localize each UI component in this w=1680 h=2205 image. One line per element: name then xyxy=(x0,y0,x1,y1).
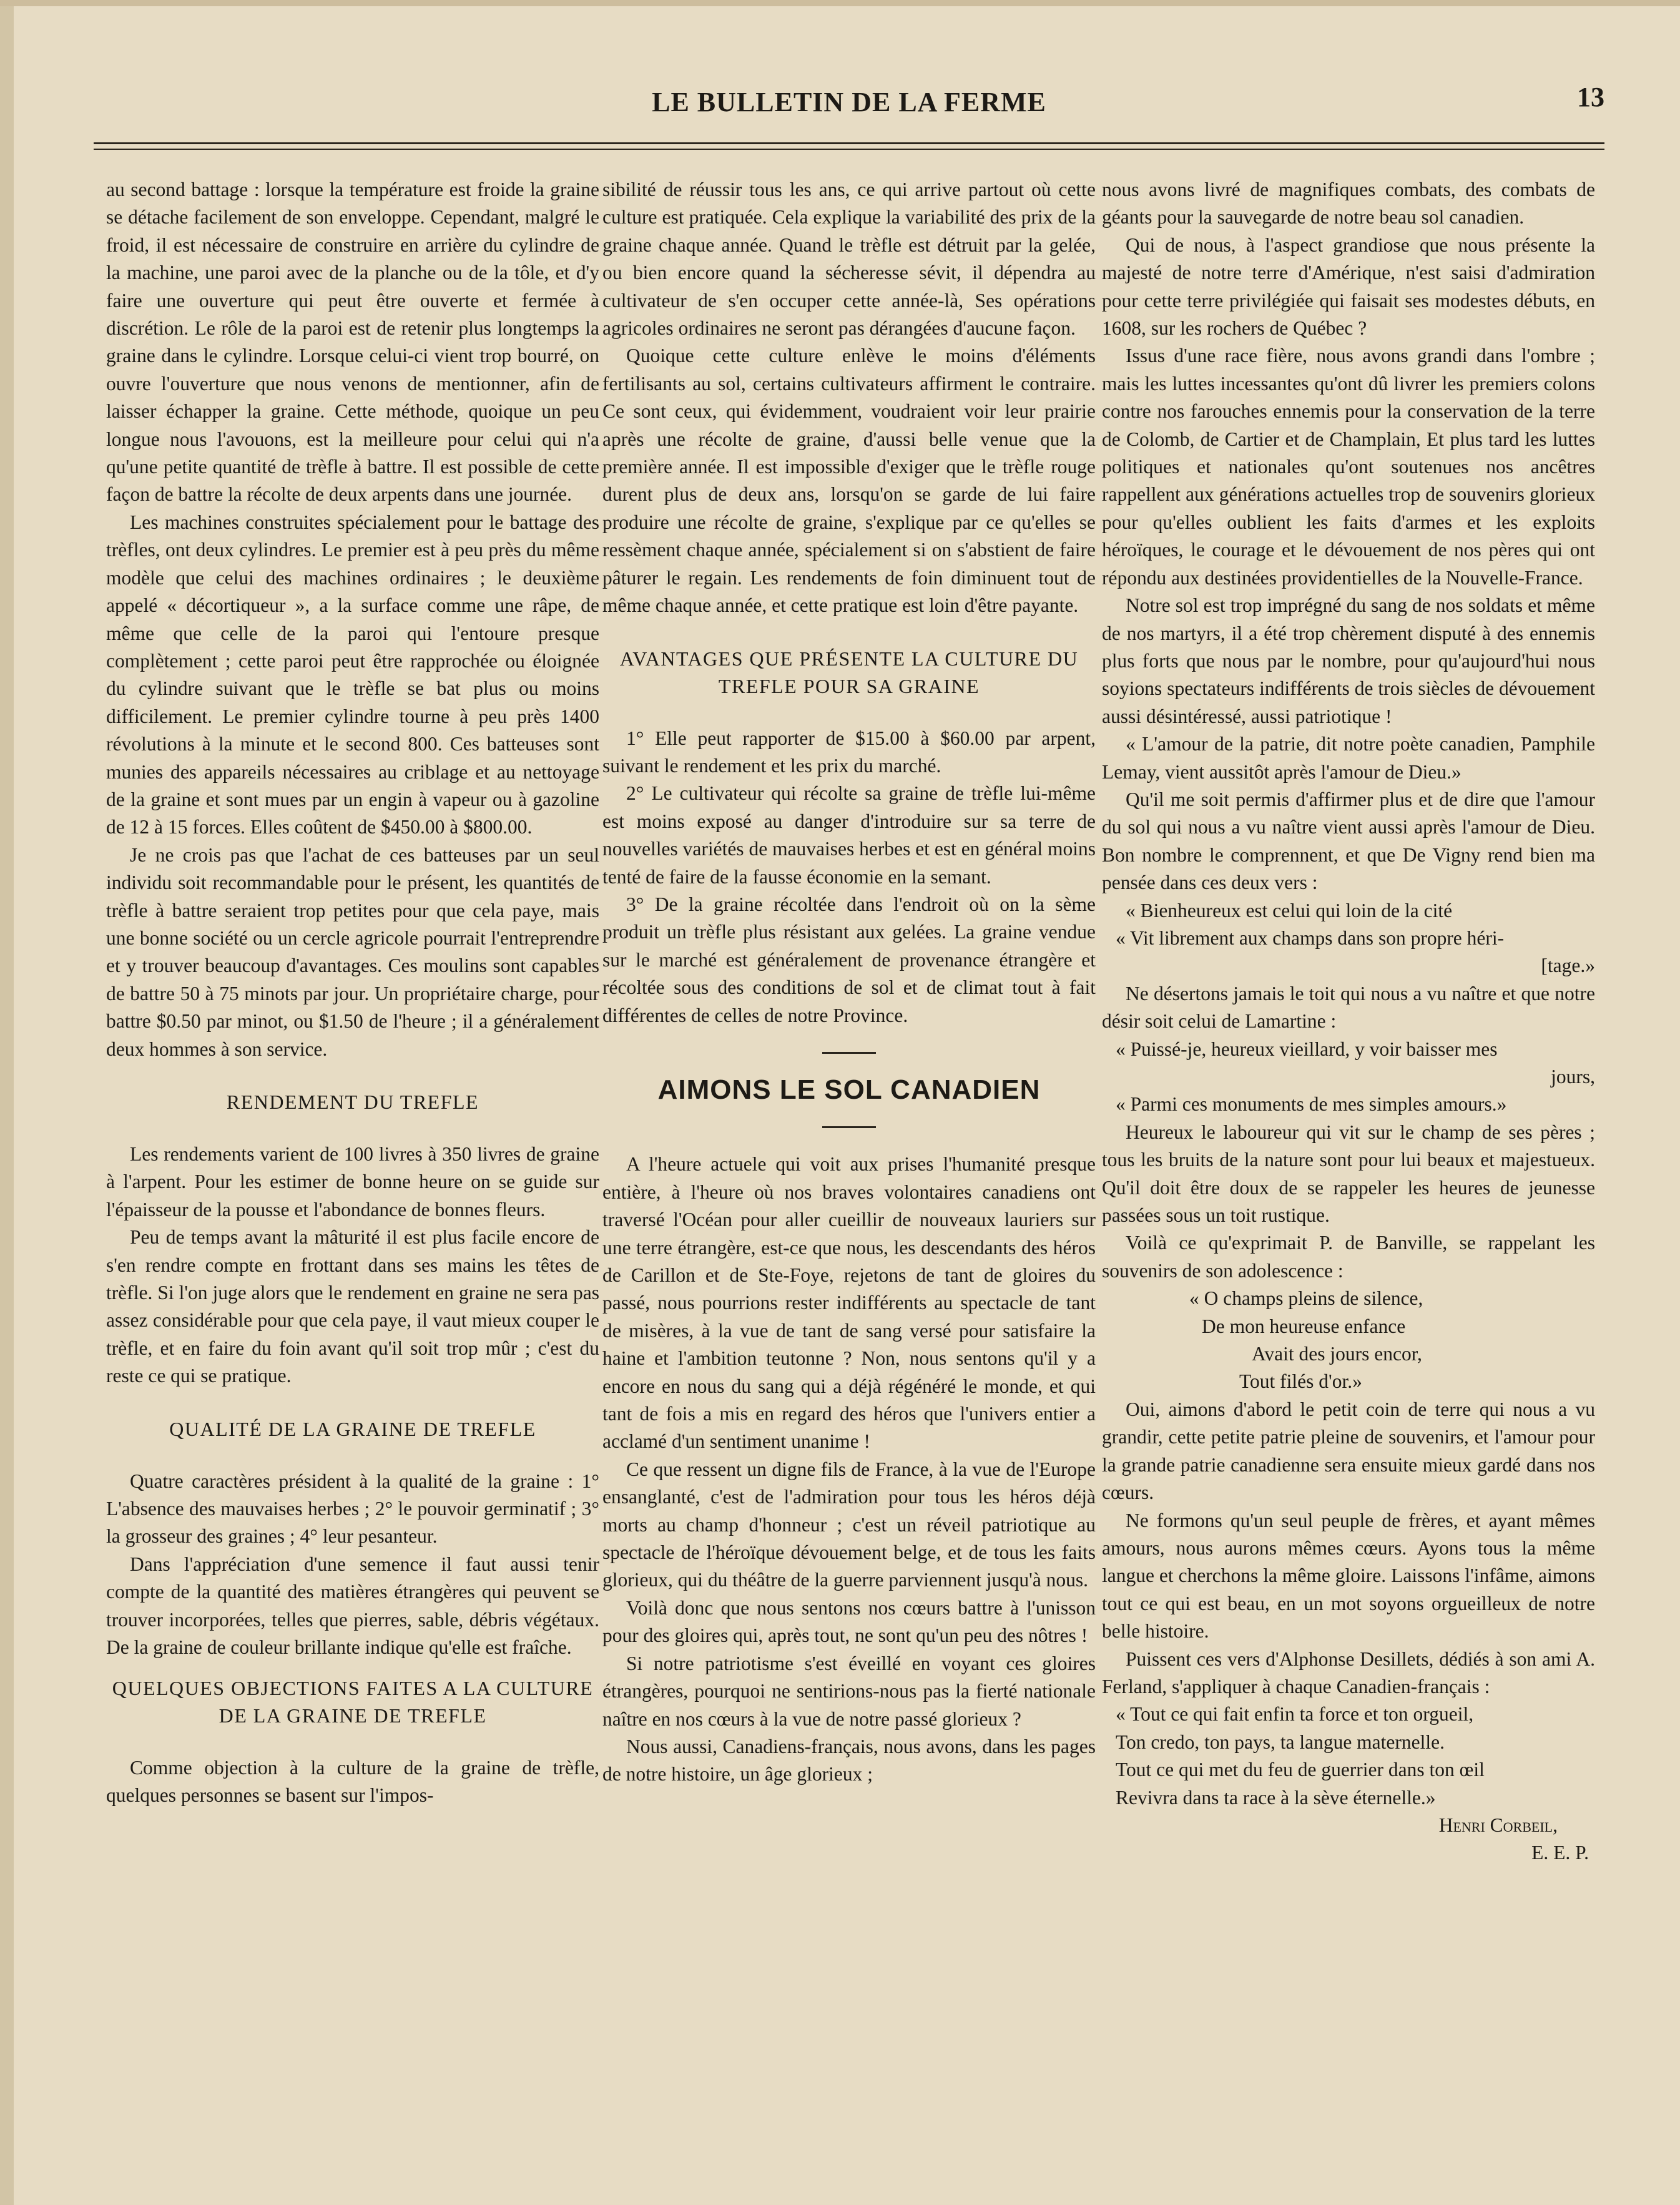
author-credentials: E. E. P. xyxy=(1531,1842,1589,1864)
header-rule-thin xyxy=(94,149,1604,150)
paragraph: Peu de temps avant la mâturité il est plus facile encore de s'en rendre compte en frottant dans ses mains les têtes de trèfle. Si l'on juge alors que le rendement en graine ne sera pas assez considérable pour que cela paye, il vaut mieux couper le trèfle, et en faire du foin avant qu'il soit trop mûr ; c'est du reste ce qui se pratique. xyxy=(106,1226,599,1387)
paragraph: Si notre patriotisme s'est éveillé en voyant ces gloires étrangères, pourquoi ne sentirions-nous pas la fierté nationale naître en nos cœurs à la vue de notre passé glorieux ? xyxy=(602,1652,1096,1730)
paragraph: Je ne crois pas que l'achat de ces batteuses par un seul individu soit recommandable pour le présent, les quantités de trèfle à battre seraient trop petites pour que cela paye, mais une bonne société ou un cercle agricole pourrait l'entreprendre et y trouver beaucoup d'avantages. Ces moulins sont capables de battre 50 à 75 minots par jour. Un propriétaire charge, pour battre $0.50 par minot, ou $1.50 de l'heure ; il a généralement deux hommes à son service. xyxy=(106,843,599,1060)
paragraph: Puissent ces vers d'Alphonse Desillets, dédiés à son ami A. Ferland, s'appliquer à chaque Canadien-français : xyxy=(1102,1648,1595,1697)
verse-line: De mon heureuse enfance xyxy=(1202,1315,1406,1337)
verse-line: « O champs pleins de silence, xyxy=(1189,1287,1423,1310)
verse-line: Revivra dans ta race à la sève éternelle.» xyxy=(1116,1786,1436,1809)
paragraph: Ne formons qu'un seul peuple de frères, et ayant mêmes amours, nous aurons mêmes cœurs. Ayons tous la même langue et cherchons la même gloire. Laissons l'infâme, aimons tout ce qui est beau, en un mot soyons orgueilleux de notre belle histoire. xyxy=(1102,1509,1595,1643)
paragraph: sibilité de réussir tous les ans, ce qui arrive partout où cette culture est pratiquée. Cela explique la variabilité des prix de la graine chaque année. Quand le trèfle est détruit par la gelée, ou bien encore quand la sécheresse sévit, il dépendra au cultivateur de s'en occuper cette année-là, Ses opérations agricoles ordinaires ne seront pas dérangées d'aucune façon. xyxy=(602,179,1096,340)
paragraph: Ne désertons jamais le toit qui nous a vu naître et que notre désir soit celui de Lamartine : xyxy=(1102,982,1595,1033)
paragraph: Les rendements varient de 100 livres à 350 livres de graine à l'arpent. Pour les estimer de bonne heure on se guide sur l'épaisseur de la pousse et l'abondance de bonnes fleurs. xyxy=(106,1143,599,1220)
paragraph: Ce que ressent un digne fils de France, à la vue de l'Europe ensanglanté, c'est de l'admiration pour tous les héros déjà morts au champ d'honneur ; c'est un réveil patriotique au spectacle de l'héroïque dévouement belge, et de tous les faits glorieux, qui du théâtre de la guerre parviennent jusqu'à nous. xyxy=(602,1458,1096,1591)
column-1 xyxy=(106,176,599,1809)
separator-rule xyxy=(822,1052,876,1054)
paragraph: Heureux le laboureur qui vit sur le champ de ses pères ; tous les bruits de la nature sont pour lui beaux et majestueux. Qu'il doit être doux de se rappeler les heures de jeunesse passées sous un toit rustique. xyxy=(1102,1121,1595,1227)
paragraph: 2° Le cultivateur qui récolte sa graine de trèfle lui-même est moins exposé au danger d'introduire sur sa terre de nouvelles variétés de mauvaises herbes et est en général moins tenté de faire de la fausse économie en la semant. xyxy=(602,782,1096,888)
paragraph: Quatre caractères président à la qualité de la graine : 1° L'absence des mauvaises herbes ; 2° le pouvoir germinatif ; 3° la grosseur des graines ; 4° leur pesanteur. xyxy=(106,1470,599,1548)
paragraph: 1° Elle peut rapporter de $15.00 à $60.00 par arpent, suivant le rendement et les prix du marché. xyxy=(602,727,1096,777)
paragraph: nous avons livré de magnifiques combats, des combats de géants pour la sauvegarde de notre beau sol canadien. xyxy=(1102,179,1595,228)
masthead-title: LE BULLETIN DE LA FERME xyxy=(652,87,1046,117)
paragraph: Nous aussi, Canadiens-français, nous avons, dans les pages de notre histoire, un âge glorieux ; xyxy=(602,1735,1096,1785)
verse-line: Avait des jours encor, xyxy=(1252,1343,1422,1365)
page-header xyxy=(94,75,1604,137)
paragraph: Comme objection à la culture de la graine de trèfle, quelques personnes se basent sur l'impos- xyxy=(106,1756,599,1806)
paragraph: Notre sol est trop imprégné du sang de nos soldats et même de nos martyrs, il a été trop chèrement disputé à des ennemis plus forts que nous par le nombre, pour qu'aujourd'hui nous soyions spectateurs indifférents de trois siècles de dévouement aussi désintéressé, aussi patriotique ! xyxy=(1102,594,1595,727)
verse-line: Tout filés d'or.» xyxy=(1239,1370,1362,1393)
page-top-edge xyxy=(0,0,1680,6)
paragraph: « L'amour de la patrie, dit notre poète canadien, Pamphile Lemay, vient aussitôt après l'amour de Dieu.» xyxy=(1102,733,1595,783)
section-heading: AVANTAGES QUE PRÉSENTE LA CULTURE DU TREFLE POUR SA GRAINE xyxy=(619,647,1079,697)
page-margin-shadow xyxy=(0,0,14,2205)
article-title: AIMONS LE SOL CANADIEN xyxy=(657,1074,1041,1105)
verse-line: « Puissé-je, heureux vieillard, y voir baisser mes xyxy=(1116,1038,1498,1060)
paragraph: Voilà donc que nous sentons nos cœurs battre à l'unisson pour des gloires qui, après tout, ne sont qu'un peu des nôtres ! xyxy=(602,1596,1096,1647)
column-2 xyxy=(602,176,1096,1789)
column-3 xyxy=(1102,176,1595,1867)
section-heading: QUALITÉ DE LA GRAINE DE TREFLE xyxy=(169,1417,536,1440)
separator-rule xyxy=(822,1126,876,1128)
section-heading: QUELQUES OBJECTIONS FAITES A LA CULTURE DE LA GRAINE DE TREFLE xyxy=(112,1676,594,1727)
paragraph: au second battage : lorsque la température est froide la graine se détache facilement de son enveloppe. Cependant, malgré le froid, il est nécessaire de construire en arrière du cylindre de la machine, une paroi avec de la planche ou de la tôle, et d'y faire une ouverture qui peut être ouverte et fermée à discrétion. Le rôle de la paroi est de retenir plus longtemps la graine dans le cylindre. Lorsque celui-ci vient trop bourré, on ouvre l'ouverture que nous venons de mentionner, afin de laisser échapper la graine. Cette méthode, quoique un peu longue nous l'avouons, est la meilleure pour celui qui n'a qu'une petite quantité de trèfle à battre. Il est possible de cette façon de battre la récolte de deux arpents dans une journée. xyxy=(106,179,599,506)
paragraph: A l'heure actuele qui voit aux prises l'humanité presque entière, à l'heure où nos braves volontaires canadiens ont traversé l'Océan pour aller cueillir de nouveaux lauriers sur une terre étrangère, est-ce que nous, les descendants des héros de Carillon et de Ste-Foye, rejetons de tant de gloires du passé, nous pourrions rester indifférents au spectacle de tant de misères, à la vue de tant de sang versé pour satisfaire la haine et l'ambition teutonne ? Non, nous sentons qu'il y a encore en nous du sang qui a déjà régénéré le monde, et qui tant de fois a mis en regard des héros que l'univers entier a acclamé d'un sentiment unanime ! xyxy=(602,1153,1096,1453)
verse-line: « Vit librement aux champs dans son propre héri- xyxy=(1116,926,1505,949)
author-signature: Henri Corbeil, xyxy=(1438,1814,1558,1836)
verse-line: « Parmi ces monuments de mes simples amours.» xyxy=(1116,1093,1507,1116)
verse-line: Ton credo, ton pays, ta langue maternelle. xyxy=(1116,1731,1445,1753)
verse-line: Tout ce qui met du feu de guerrier dans ton œil xyxy=(1116,1759,1485,1781)
header-rule xyxy=(94,142,1604,144)
paragraph: Dans l'appréciation d'une semence il faut aussi tenir compte de la quantité des matières étrangères qui peuvent se trouver incorporées, telles que pierres, sable, débris végétaux. De la graine de couleur brillante indique qu'elle est fraîche. xyxy=(106,1553,599,1659)
paragraph: Quoique cette culture enlève le moins d'éléments fertilisants au sol, certains cultivateurs affirment le contraire. Ce sont ceux, qui évidemment, voudraient voir leur prairie après une récolte de graine, d'aussi belle venue que la première année. Il est impossible d'exiger que le trèfle rouge durent plus de deux ans, lorsqu'on se garde de lui faire produire une récolte de graine, s'explique par ce qu'elles se ressèment chaque année, spécialement si on s'abstient de faire pâturer le regain. Les rendements de foin diminuent tout de même chaque année, et cette pratique est loin d'être payante. xyxy=(602,345,1096,617)
section-heading: RENDEMENT DU TREFLE xyxy=(226,1091,479,1113)
paragraph: 3° De la graine récoltée dans l'endroit où on la sème produit un trèfle plus résistant aux gelées. La graine vendue sur le marché est généralement de provenance étrangère et récoltée sous des conditions de sol et de climat tout à fait différentes de celles de notre Province. xyxy=(602,893,1096,1026)
paragraph: Qu'il me soit permis d'affirmer plus et de dire que l'amour du sol qui nous a vu naître vient aussi après l'amour de Dieu. Bon nombre le comprennent, et que De Vigny rend bien ma pensée dans ces deux vers : xyxy=(1102,788,1595,894)
verse-line: « Tout ce qui fait enfin ta force et ton orgueil, xyxy=(1116,1703,1474,1726)
verse-line: « Bienheureux est celui qui loin de la cité xyxy=(1126,899,1453,921)
verse-line: [tage.» xyxy=(1541,955,1595,977)
verse-line: jours, xyxy=(1551,1066,1595,1088)
paragraph: Oui, aimons d'abord le petit coin de terre qui nous a vu grandir, cette petite patrie pleine de souvenirs, et l'amour pour la grande patrie canadienne sera ensuite mieux gardé dans nos cœurs. xyxy=(1102,1398,1595,1504)
paragraph: Issus d'une race fière, nous avons grandi dans l'ombre ; mais les luttes incessantes qu'ont dû livrer les premiers colons contre nos farouches ennemis pour la conservation de la terre de Colomb, de Cartier et de Champlain, Et plus tard les luttes politiques et nationales qu'ont soutenues nos ancêtres rappellent aux générations actuelles trop de souvenirs glorieux pour qu'elles oublient les faits d'armes et les exploits héroïques, le courage et le dévouement de nos pères qui ont répondu aux destinées providentielles de la Nouvelle-France. xyxy=(1102,345,1595,589)
paragraph: Qui de nous, à l'aspect grandiose que nous présente la majesté de notre terre d'Amérique, n'est saisi d'admiration pour cette terre privilégiée qui faisait ses modestes débuts, en 1608, sur les rochers de Québec ? xyxy=(1102,233,1595,340)
paragraph: Voilà ce qu'exprimait P. de Banville, se rappelant les souvenirs de son adolescence : xyxy=(1102,1232,1595,1282)
page-number: 13 xyxy=(1577,82,1604,112)
paragraph: Les machines construites spécialement pour le battage des trèfles, ont deux cylindres. Le premier est à peu près du même modèle que celui des machines ordinaires ; le deuxième appelé « décortiqueur », a la surface comme une râpe, de même que celle de la paroi qui l'entoure presque complètement ; cette paroi peut être rapprochée ou éloignée du cylindre suivant que le trèfle se bat plus ou moins difficilement. Le premier cylindre tourne à peu près 1400 révolutions à la minute et le second 800. Ces batteuses sont munies des appareils nécessaires au criblage et au nettoyage de la graine et sont mues par un engin à vapeur ou à gazoline de 12 à 15 forces. Elles coûtent de $450.00 à $800.00. xyxy=(106,511,599,838)
